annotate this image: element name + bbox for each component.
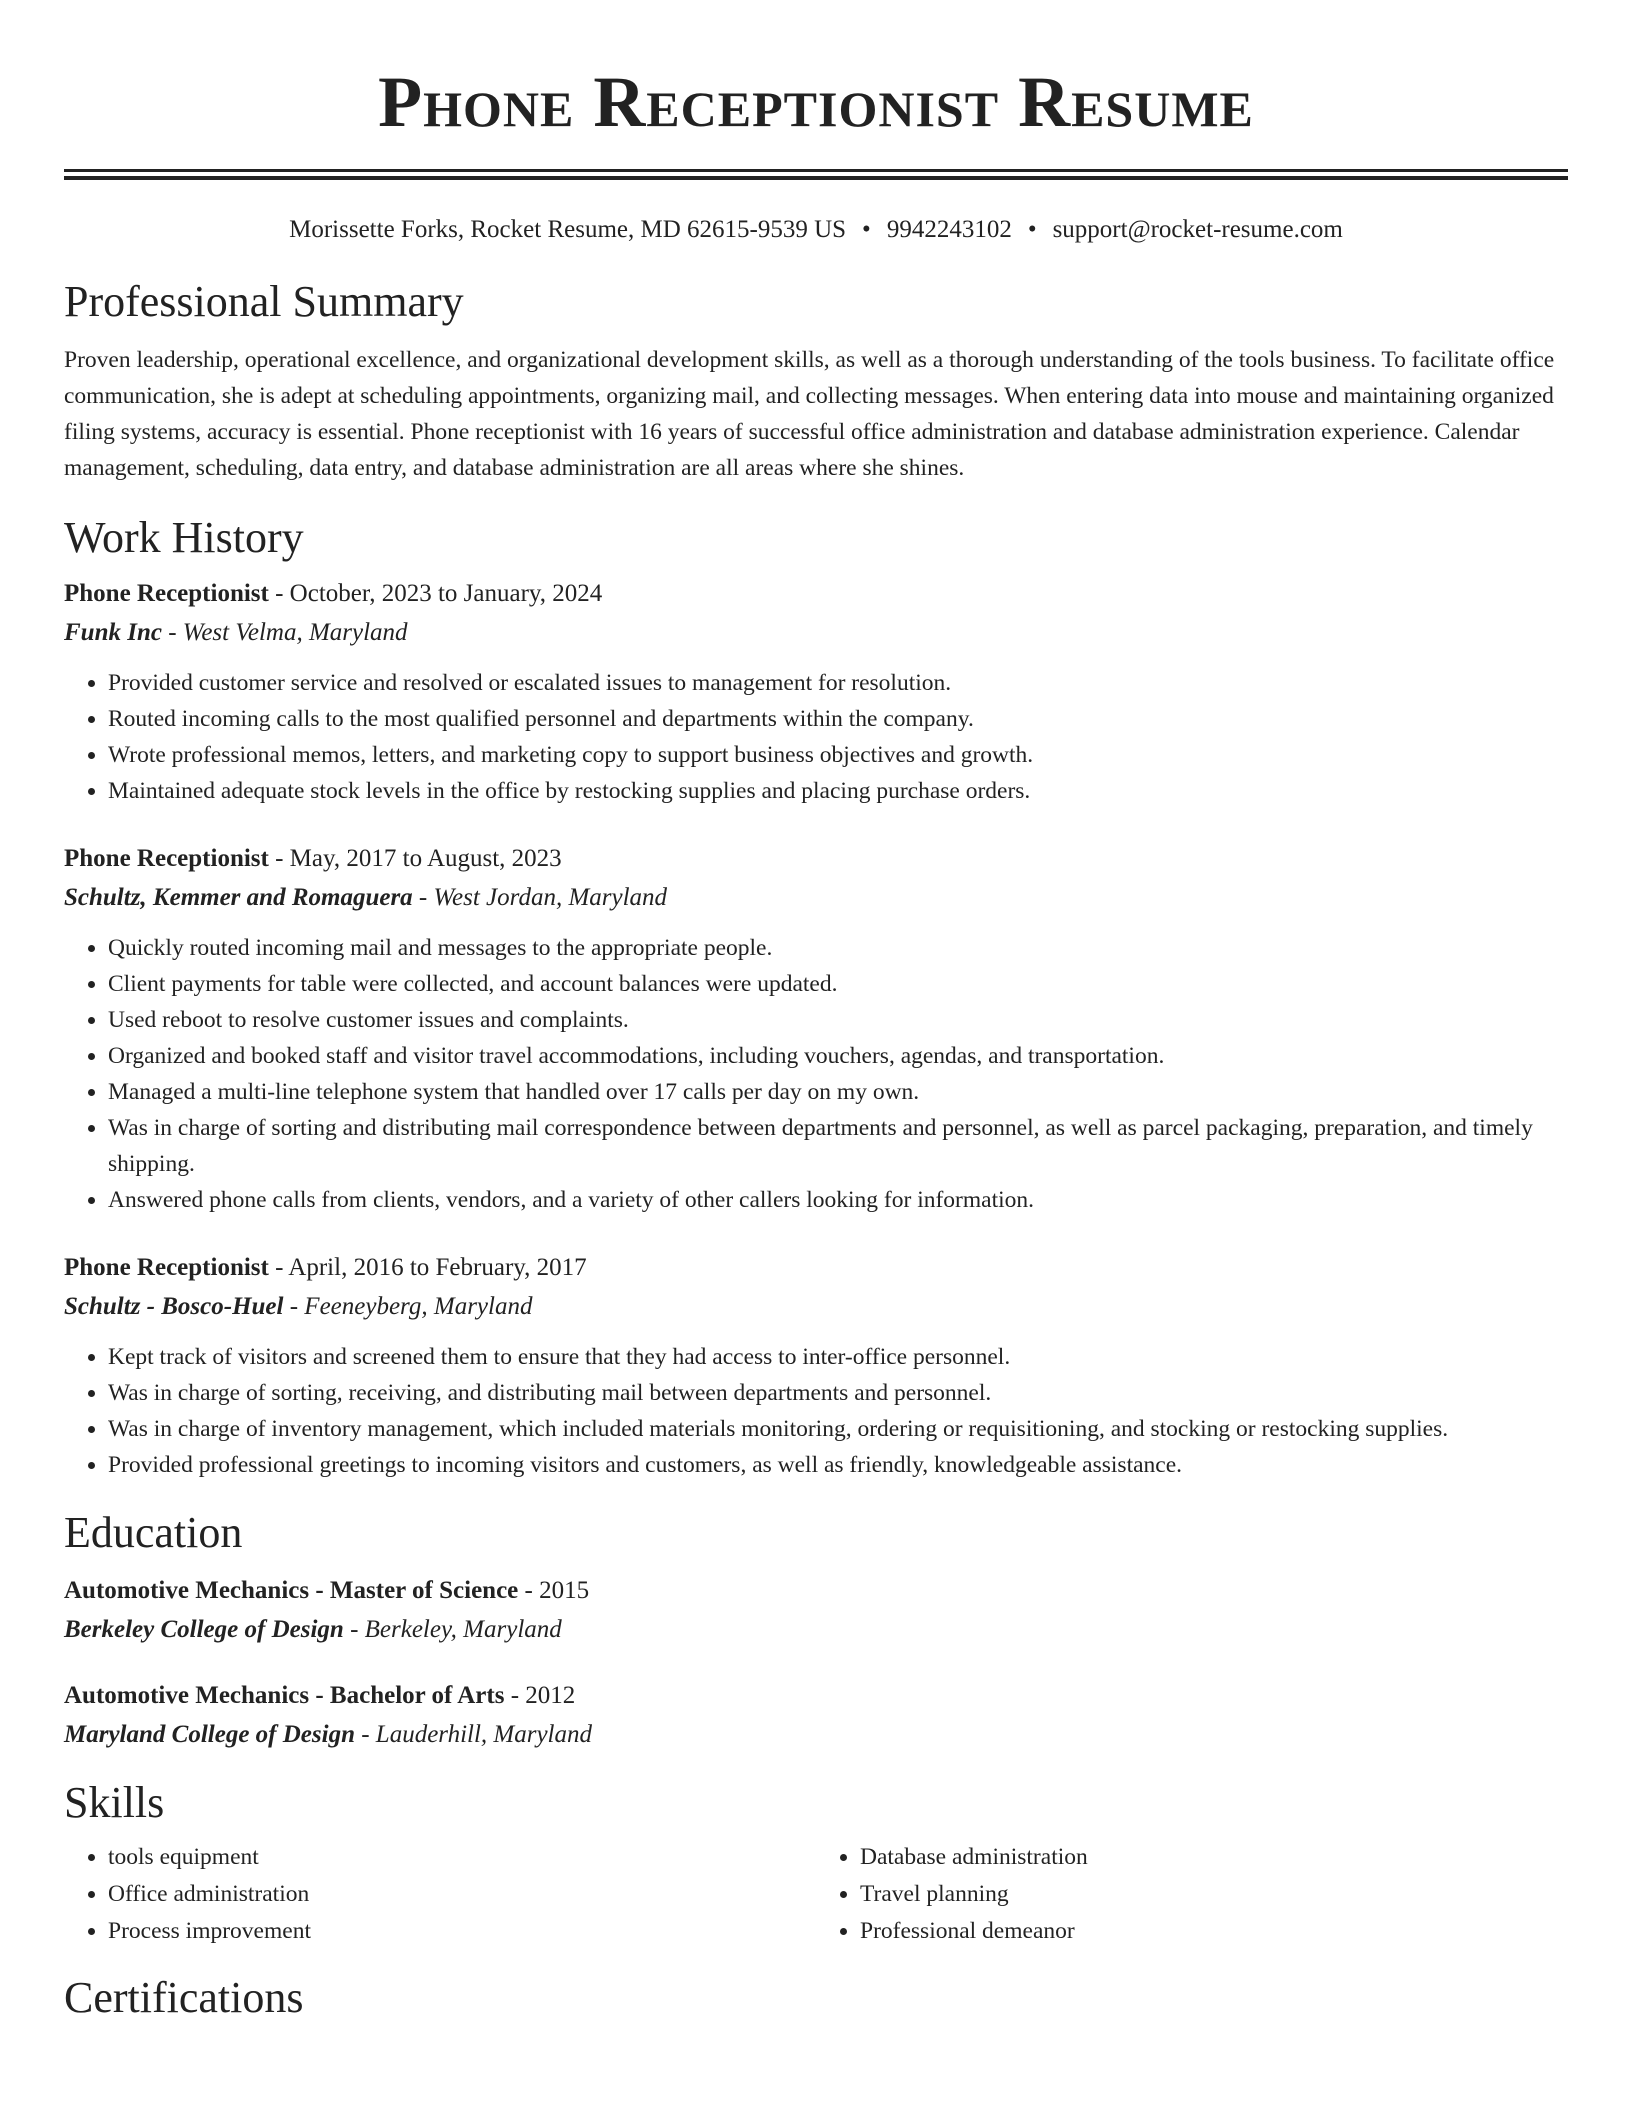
job-dates: - April, 2016 to February, 2017 [268,1254,587,1281]
work-history-heading: Work History [64,513,304,562]
job-location: - West Velma, Maryland [161,619,408,646]
contact-address: Morissette Forks, Rocket Resume, MD 62615-9539 US [289,216,847,243]
skills-heading: Skills [64,1778,165,1827]
job-title-line [64,576,1568,612]
education-school: Maryland College of Design [64,1721,355,1748]
education-location: - Berkeley, Maryland [343,1616,562,1643]
summary-text: Proven leadership, operational excellence, and organizational development skills, as well as a thorough understanding of the tools business. To facilitate office communication, she is adept at scheduling appointments, organizing mail, and collecting messages. When entering data into mouse and maintaining organized filing systems, accuracy is essential. Phone receptionist with 16 years of successful office administration and database administration experience. Calendar management, scheduling, data entry, and database administration are all areas where she shines. [64,347,1555,481]
skill-item: • Professional demeanor [860,1913,1568,1950]
job-duty: • Routed incoming calls to the most qualified personnel and departments within the company. [108,701,1568,737]
job-duty: • Quickly routed incoming mail and messages to the appropriate people. [108,930,1568,966]
skills-column-left [64,1839,816,1950]
job-duty: • Used reboot to resolve customer issues and complaints. [108,1002,1568,1038]
job-company-line [64,880,1568,916]
job-title: Phone Receptionist [64,580,269,607]
job-duty: • Maintained adequate stock levels in the office by restocking supplies and placing purchase orders. [108,773,1568,809]
education-degree-line [64,1573,1568,1609]
job-duty: • Client payments for table were collected, and account balances were updated. [108,966,1568,1002]
job-title-line [64,1250,1568,1286]
title-divider [64,169,1568,180]
job-company-line [64,615,1568,651]
skills-column-right [816,1839,1568,1950]
job-duty: • Provided professional greetings to incoming visitors and customers, as well as friendly, knowledgeable assistance. [108,1447,1568,1483]
job-duties [64,665,1568,809]
education-degree: Automotive Mechanics - Master of Science [64,1577,519,1604]
job-entry [64,576,1568,809]
job-title-line [64,841,1568,877]
education-school-line [64,1717,1568,1753]
education-school-line [64,1612,1568,1648]
education-degree: Automotive Mechanics - Bachelor of Arts [64,1682,505,1709]
education-school: Berkeley College of Design [64,1616,344,1643]
job-company-line [64,1289,1568,1325]
skill-item: • Office administration [108,1876,816,1913]
skill-item: • tools equipment [108,1839,816,1876]
education-heading: Education [64,1508,243,1557]
summary-heading: Professional Summary [64,277,464,326]
page-title: Phone Receptionist Resume [378,62,1254,142]
job-location: - Feeneyberg, Maryland [283,1293,533,1320]
skills-list [64,1839,1568,1950]
job-duties [64,930,1568,1218]
job-company: Funk Inc [64,619,162,646]
job-entry [64,1250,1568,1483]
job-duty: • Provided customer service and resolved or escalated issues to management for resolution. [108,665,1568,701]
education-location: - Lauderhill, Maryland [354,1721,593,1748]
job-duty: • Wrote professional memos, letters, and marketing copy to support business objectives and growth. [108,737,1568,773]
job-title: Phone Receptionist [64,845,269,872]
skill-item: • Process improvement [108,1913,816,1950]
job-location: - West Jordan, Maryland [412,884,668,911]
education-degree-line [64,1678,1568,1714]
job-dates: - May, 2017 to August, 2023 [268,845,562,872]
job-company: Schultz - Bosco-Huel [64,1293,284,1320]
job-duty: • Was in charge of sorting and distributing mail correspondence between departments and personnel, as well as parcel packaging, preparation, and timely shipping. [108,1110,1568,1182]
job-duty: • Managed a multi-line telephone system that handled over 17 calls per day on my own. [108,1074,1568,1110]
job-duty: • Was in charge of sorting, receiving, and distributing mail between departments and personnel. [108,1375,1568,1411]
job-company: Schultz, Kemmer and Romaguera [64,884,413,911]
education-year: - 2015 [518,1577,590,1604]
contact-separator: • [1027,216,1037,243]
certifications-heading: Certifications [64,1973,304,2022]
contact-line [64,214,1568,246]
job-dates: - October, 2023 to January, 2024 [268,580,603,607]
job-duties [64,1339,1568,1483]
job-duty: • Organized and booked staff and visitor travel accommodations, including vouchers, agendas, and transportation. [108,1038,1568,1074]
contact-separator: • [862,216,871,243]
job-duty: • Was in charge of inventory management, which included materials monitoring, ordering or requisitioning, and stocking or restocking supplies. [108,1411,1568,1447]
education-entry [64,1678,1568,1753]
job-duty: • Kept track of visitors and screened them to ensure that they had access to inter-office personnel. [108,1339,1568,1375]
education-entry [64,1573,1568,1648]
job-entry [64,841,1568,1218]
job-title: Phone Receptionist [64,1254,269,1281]
job-duty: • Answered phone calls from clients, vendors, and a variety of other callers looking for information. [108,1182,1568,1218]
education-year: - 2012 [504,1682,576,1709]
contact-phone: 9942243102 [886,216,1012,243]
skill-item: • Travel planning [860,1876,1568,1913]
contact-email: support@rocket-resume.com [1052,216,1343,243]
skill-item: • Database administration [860,1839,1568,1876]
